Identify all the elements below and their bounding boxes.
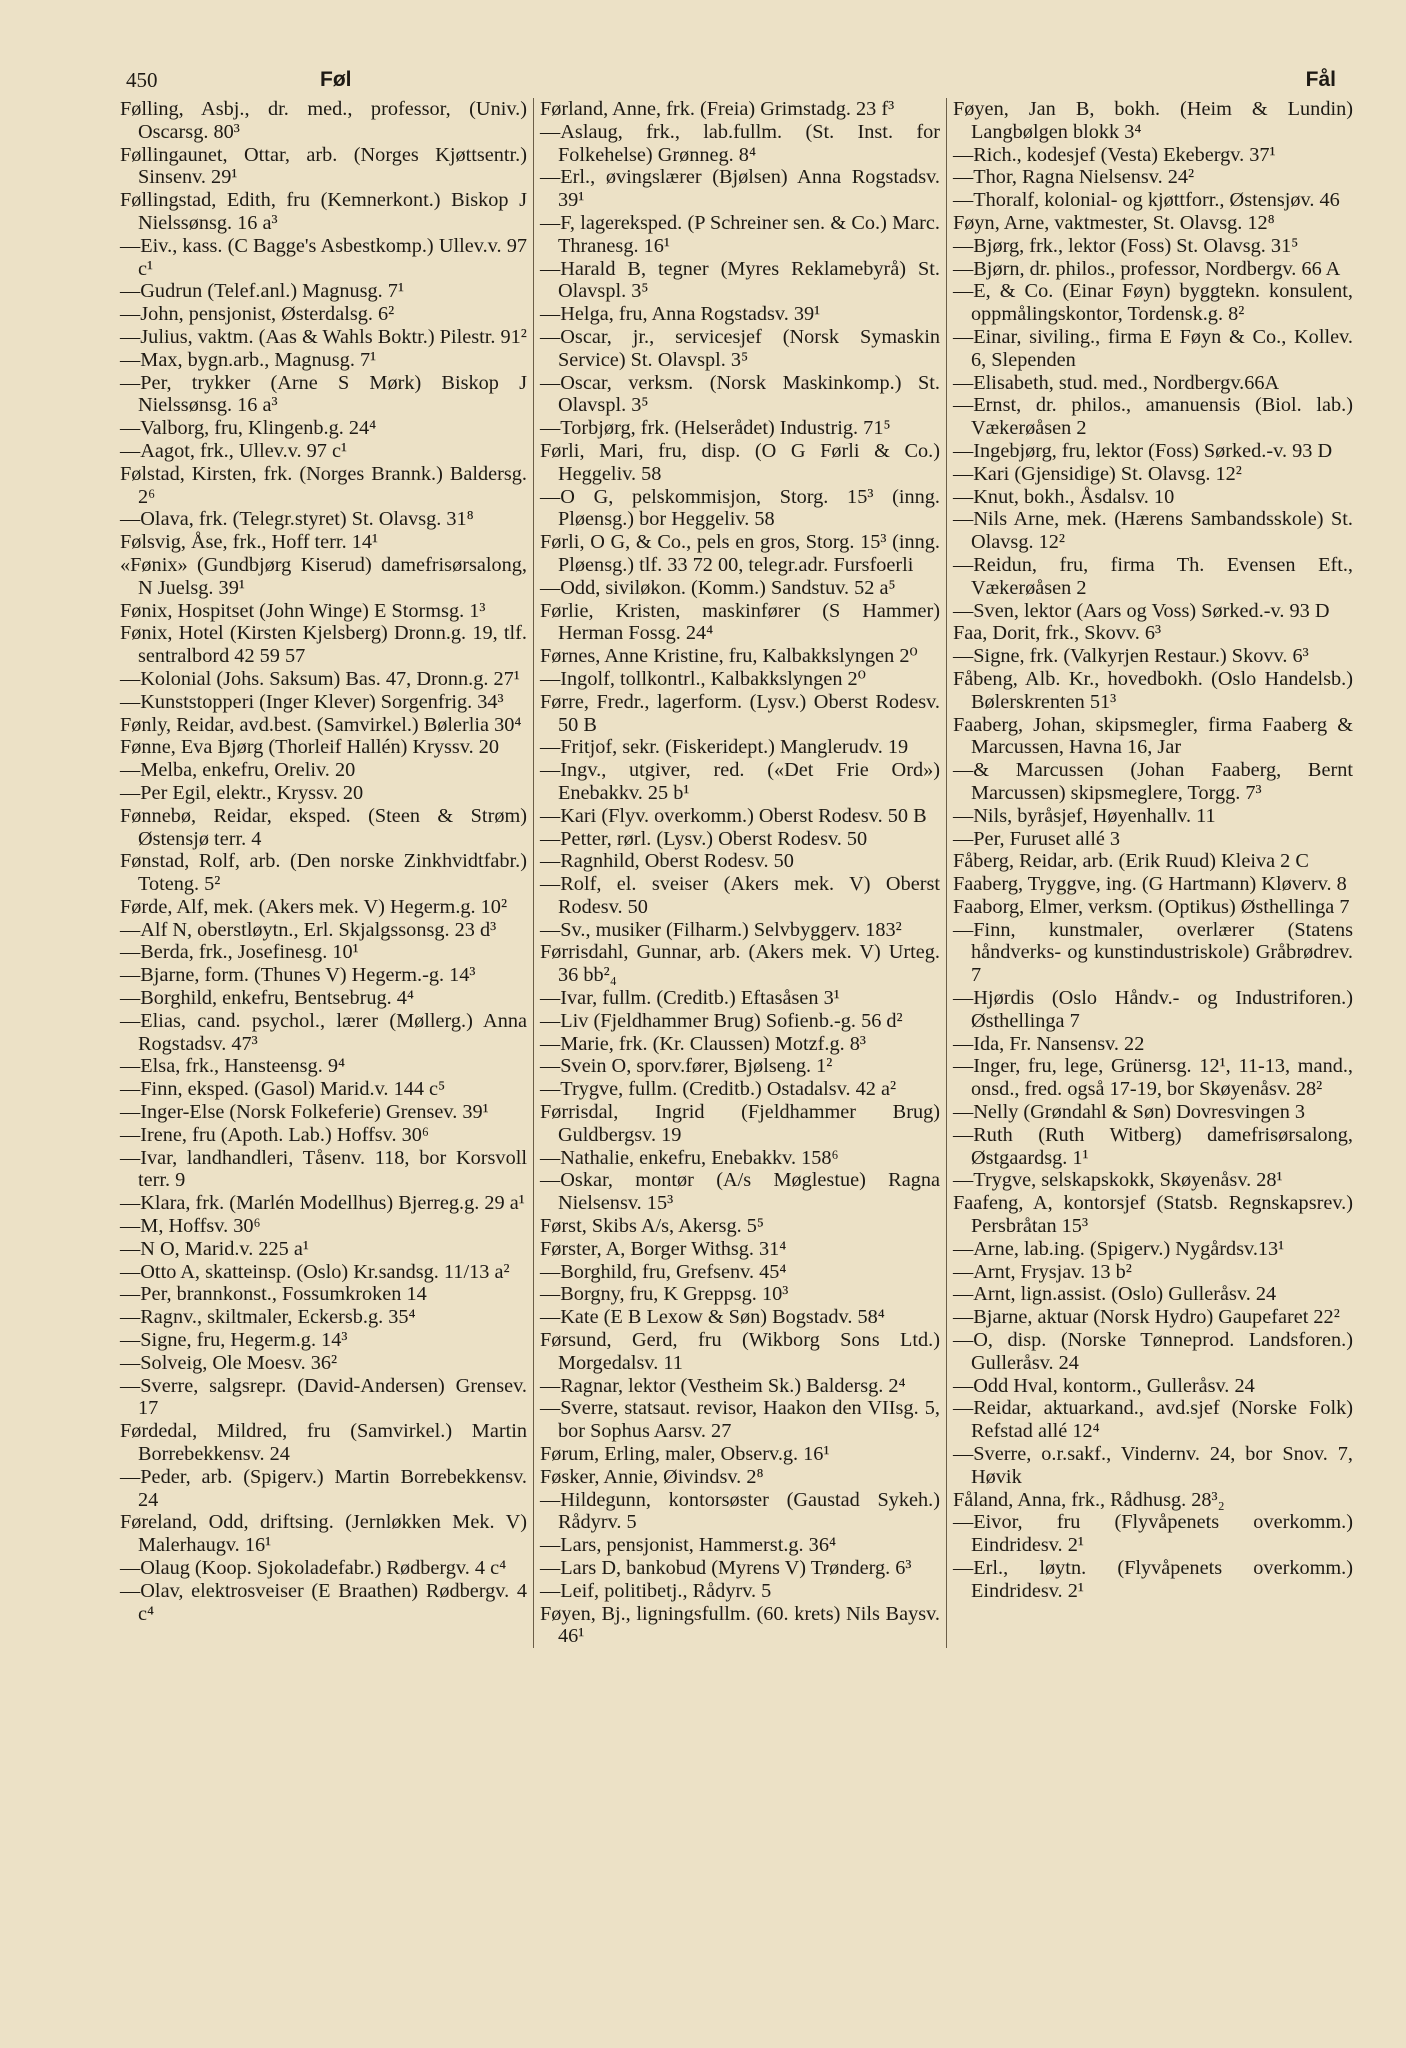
directory-entry: Fønly, Reidar, avd.best. (Samvirkel.) Bølerlia 30⁴ [120, 713, 522, 736]
directory-entry: Føllingaunet, Ottar, arb. (Norges Kjøttsentr.) Sinsenv. 29¹ [120, 143, 527, 189]
directory-entry: Fønne, Eva Bjørg (Thorleif Hallén) Kryssv. 20 [120, 736, 500, 759]
directory-entry: Førdedal, Mildred, fru (Samvirkel.) Martin Borrebekkensv. 24 [120, 1420, 527, 1466]
directory-entry: —Elisabeth, stud. med., Nordbergv.66A [953, 371, 1280, 394]
directory-entry: Fåberg, Reidar, arb. (Erik Ruud) Kleiva 2 C [953, 850, 1309, 873]
directory-entry: «Fønix» (Gundbjørg Kiserud) damefrisørsalong, N Juelsg. 39¹ [120, 553, 527, 599]
directory-entry: —Ingolf, tollkontrl., Kalbakkslyngen 2⁰ [540, 667, 866, 690]
directory-entry: —Eivor, fru (Flyvåpenets overkomm.) Eindridesv. 2¹ [953, 1511, 1353, 1557]
directory-entry: —M, Hoffsv. 30⁶ [120, 1215, 261, 1238]
directory-entry: —Ingebjørg, fru, lektor (Foss) Sørked.-v. 93 D [953, 439, 1333, 462]
directory-entry: —Rich., kodesjef (Vesta) Ekebergv. 37¹ [953, 143, 1276, 166]
directory-entry: —Thoralf, kolonial- og kjøttforr., Østensjøv. 46 [953, 189, 1340, 212]
directory-entry: —Erl., løytn. (Flyvåpenets overkomm.) Eindridesv. 2¹ [953, 1557, 1353, 1602]
directory-entry: —Hildegunn, kontorsøster (Gaustad Sykeh.) Rådyrv. 5 [540, 1488, 940, 1534]
directory-entry: Følsvig, Åse, frk., Hoff terr. 14¹ [120, 531, 379, 554]
directory-entry: —Kunststopperi (Inger Klever) Sorgenfrig. 34³ [120, 690, 504, 713]
directory-entry: —Per Egil, elektr., Kryssv. 20 [120, 781, 364, 804]
directory-entry: —Nils, byråsjef, Høyenhallv. 11 [953, 804, 1216, 827]
directory-entry: —Bjarne, form. (Thunes V) Hegerm.-g. 14³ [120, 964, 476, 987]
directory-entry: —Rolf, el. sveiser (Akers mek. V) Oberst Rodesv. 50 [540, 873, 940, 918]
directory-entry: Fønix, Hospitset (John Winge) E Stormsg. 1³ [120, 599, 486, 622]
directory-entry: Følling, Asbj., dr. med., professor, (Univ.) Oscarsg. 80³ [120, 98, 527, 143]
directory-entry: —Finn, eksped. (Gasol) Marid.v. 144 c⁵ [120, 1078, 446, 1101]
directory-entry: —Einar, siviling., firma E Føyn & Co., Kollev. 6, Slependen [953, 325, 1353, 371]
column-3 [946, 98, 1359, 1648]
directory-entry: —Kate (E B Lexow & Søn) Bogstadv. 58⁴ [540, 1306, 885, 1329]
directory-entry: Faaberg, Tryggve, ing. (G Hartmann) Kløverv. 8 [953, 873, 1347, 896]
directory-entry: —Oskar, montør (A/s Møglestue) Ragna Nielsensv. 15³ [540, 1169, 940, 1215]
directory-entry: —Melba, enkefru, Oreliv. 20 [120, 759, 356, 782]
right-running-head: Fål [1305, 68, 1336, 91]
directory-entry: —Trygve, selskapskokk, Skøyenåsv. 28¹ [953, 1169, 1283, 1192]
directory-entry: Føyn, Arne, vaktmester, St. Olavsg. 12⁸ [953, 211, 1275, 234]
directory-entry: Førli, Mari, fru, disp. (O G Førli & Co.) Heggeliv. 58 [540, 439, 940, 485]
directory-entry: —Berda, frk., Josefinesg. 10¹ [120, 941, 359, 964]
directory-entry: —Nathalie, enkefru, Enebakkv. 158⁶ [540, 1146, 839, 1169]
directory-entry: —N O, Marid.v. 225 a¹ [120, 1237, 309, 1260]
directory-entry: Førum, Erling, maler, Observ.g. 16¹ [540, 1443, 830, 1466]
directory-entry: —Olav, elektrosveiser (E Braathen) Rødbergv. 4 c⁴ [120, 1579, 527, 1625]
directory-entry: —Per, Furuset allé 3 [953, 827, 1121, 850]
directory-entry: —Arne, lab.ing. (Spigerv.) Nygårdsv.13¹ [953, 1237, 1285, 1260]
directory-entry: —E, & Co. (Einar Føyn) byggtekn. konsulent, oppmålingskontor, Tordensk.g. 8² [953, 280, 1353, 326]
directory-entry: —Klara, frk. (Marlén Modellhus) Bjerreg.g. 29 a¹ [120, 1192, 525, 1215]
directory-entry: —Eiv., kass. (C Bagge's Asbestkomp.) Ullev.v. 97 c¹ [120, 234, 527, 280]
columns [120, 98, 1360, 1648]
directory-entry: Fønnebø, Reidar, eksped. (Steen & Strøm) Østensjø terr. 4 [120, 804, 527, 850]
directory-entry: —Bjørg, frk., lektor (Foss) St. Olavsg. 31⁵ [953, 234, 1299, 257]
directory-entry: —Julius, vaktm. (Aas & Wahls Boktr.) Pilestr. 91² [120, 325, 527, 348]
directory-entry: Førster, A, Borger Withsg. 31⁴ [540, 1237, 787, 1260]
directory-entry: Fåland, Anna, frk., Rådhusg. 28³₂ [953, 1488, 1225, 1511]
directory-entry: —Bjarne, aktuar (Norsk Hydro) Gaupefaret 22² [953, 1306, 1340, 1329]
directory-entry: —Per, brannkonst., Fossumkroken 14 [120, 1283, 427, 1306]
directory-entry: —Borghild, enkefru, Bentsebrug. 4⁴ [120, 987, 414, 1010]
directory-entry: —O, disp. (Norske Tønneprod. Landsforen.) Gulleråsv. 24 [953, 1329, 1353, 1374]
column-1 [120, 98, 533, 1648]
directory-entry: —Otto A, skatteinsp. (Oslo) Kr.sandsg. 11/13 a² [120, 1260, 510, 1283]
directory-entry: —Irene, fru (Apoth. Lab.) Hoffsv. 30⁶ [120, 1123, 429, 1146]
directory-entry: —Ragnhild, Oberst Rodesv. 50 [540, 850, 794, 873]
directory-entry: —Finn, kunstmaler, overlærer (Statens håndverks- og kunstindustriskole) Gråbrødrev. 7 [953, 918, 1353, 987]
directory-entry: —Borghild, fru, Grefsenv. 45⁴ [540, 1260, 787, 1283]
directory-entry: —Sverre, salgsrepr. (David-Andersen) Grensev. 17 [120, 1374, 527, 1420]
directory-entry: —Ida, Fr. Nansensv. 22 [953, 1032, 1145, 1055]
directory-entry: Føyen, Bj., ligningsfullm. (60. krets) Nils Baysv. 46¹ [540, 1602, 940, 1648]
directory-entry: —Odd Hval, kontorm., Gulleråsv. 24 [953, 1374, 1255, 1397]
directory-entry: —Sverre, statsaut. revisor, Haakon den VIIsg. 5, bor Sophus Aarsv. 27 [540, 1397, 940, 1443]
directory-entry: —Ruth (Ruth Witberg) damefrisørsalong, Østgaardsg. 1¹ [953, 1123, 1353, 1169]
directory-entry: Føreland, Odd, driftsing. (Jernløkken Mek. V) Malerhaugv. 16¹ [120, 1511, 527, 1557]
directory-entry: —Signe, fru, Hegerm.g. 14³ [120, 1329, 348, 1352]
directory-entry: —Bjørn, dr. philos., professor, Nordbergv. 66 A [953, 257, 1341, 280]
page-header [120, 62, 1360, 98]
directory-entry: —Liv (Fjeldhammer Brug) Sofienb.-g. 56 d² [540, 1009, 903, 1032]
directory-entry: —Leif, politibetj., Rådyrv. 5 [540, 1579, 772, 1602]
directory-entry: Følstad, Kirsten, frk. (Norges Brannk.) Baldersg. 2⁶ [120, 462, 527, 508]
directory-entry: Først, Skibs A/s, Akersg. 5⁵ [540, 1215, 765, 1238]
directory-entry: Faa, Dorit, frk., Skovv. 6³ [953, 622, 1162, 645]
directory-entry: —Sv., musiker (Filharm.) Selvbyggerv. 183² [540, 918, 902, 941]
directory-entry: —Helga, fru, Anna Rogstadsv. 39¹ [540, 303, 821, 326]
directory-entry: —Ragnar, lektor (Vestheim Sk.) Baldersg. 2⁴ [540, 1374, 906, 1397]
directory-entry: —Inger, fru, lege, Grünersg. 12¹, 11-13, mand., onsd., fred. også 17-19, bor Skøyenåsv. 28² [953, 1055, 1353, 1101]
directory-entry: —Sverre, o.r.sakf., Vindernv. 24, bor Snov. 7, Høvik [953, 1443, 1353, 1488]
directory-entry: Førsund, Gerd, fru (Wikborg Sons Ltd.) Morgedalsv. 11 [540, 1329, 940, 1374]
directory-entry: —Harald B, tegner (Myres Reklamebyrå) St. Olavspl. 3⁵ [540, 257, 940, 303]
directory-entry: —Max, bygn.arb., Magnusg. 7¹ [120, 348, 377, 371]
directory-entry: —Nils Arne, mek. (Hærens Sambandsskole) St. Olavsg. 12² [953, 508, 1353, 554]
directory-entry: —Fritjof, sekr. (Fiskeridept.) Manglerudv. 19 [540, 736, 909, 759]
directory-entry: —Kolonial (Johs. Saksum) Bas. 47, Dronn.g. 27¹ [120, 667, 520, 690]
directory-entry: —Ingv., utgiver, red. («Det Frie Ord») Enebakkv. 25 b¹ [540, 759, 940, 804]
directory-entry: —Ivar, landhandleri, Tåsenv. 118, bor Korsvoll terr. 9 [120, 1146, 527, 1192]
directory-entry: —Reidun, fru, firma Th. Evensen Eft., Vækerøåsen 2 [953, 553, 1353, 599]
directory-entry: —Kari (Gjensidige) St. Olavsg. 12² [953, 462, 1242, 485]
directory-entry: —Lars, pensjonist, Hammerst.g. 36⁴ [540, 1534, 837, 1557]
directory-entry: —Kari (Flyv. overkomm.) Oberst Rodesv. 50 B [540, 804, 927, 827]
directory-entry: —Signe, frk. (Valkyrjen Restaur.) Skovv. 6³ [953, 645, 1309, 668]
directory-entry: —Solveig, Ole Moesv. 36² [120, 1351, 338, 1374]
directory-entry: Førre, Fredr., lagerform. (Lysv.) Oberst Rodesv. 50 B [540, 690, 940, 736]
directory-entry: —Svein O, sporv.fører, Bjølseng. 1² [540, 1055, 833, 1078]
directory-entry: —Reidar, aktuarkand., avd.sjef (Norske Folk) Refstad allé 12⁴ [953, 1397, 1353, 1443]
directory-entry: —Torbjørg, frk. (Helserådet) Industrig. 71⁵ [540, 417, 891, 440]
directory-entry: Føsker, Annie, Øivindsv. 2⁸ [540, 1465, 764, 1488]
directory-entry: Fønstad, Rolf, arb. (Den norske Zinkhvidtfabr.) Toteng. 5² [120, 850, 527, 896]
directory-entry: —Lars D, bankobud (Myrens V) Trønderg. 6³ [540, 1557, 912, 1579]
directory-entry: —Gudrun (Telef.anl.) Magnusg. 7¹ [120, 280, 405, 303]
directory-entry: —Borgny, fru, K Greppsg. 10³ [540, 1283, 789, 1306]
directory-entry: —Alf N, oberstløytn., Erl. Skjalgssonsg. 23 d³ [120, 918, 497, 941]
directory-entry: —Elsa, frk., Hansteensg. 9⁴ [120, 1055, 346, 1078]
directory-entry: —Elias, cand. psychol., lærer (Møllerg.) Anna Rogstadsv. 47³ [120, 1009, 527, 1055]
directory-entry: —Ragnv., skiltmaler, Eckersb.g. 35⁴ [120, 1306, 416, 1329]
column-2 [533, 98, 946, 1648]
directory-entry: Førde, Alf, mek. (Akers mek. V) Hegerm.g. 10² [120, 895, 508, 918]
directory-entry: —Olava, frk. (Telegr.styret) St. Olavsg. 31⁸ [120, 508, 474, 531]
directory-entry: Førrisdahl, Gunnar, arb. (Akers mek. V) Urteg. 36 bb²₄ [540, 941, 940, 987]
directory-entry: —Thor, Ragna Nielsensv. 24² [953, 166, 1195, 189]
directory-entry: —Trygve, fullm. (Creditb.) Ostadalsv. 42 a² [540, 1078, 897, 1101]
directory-entry: —Arnt, lign.assist. (Oslo) Gulleråsv. 24 [953, 1283, 1277, 1306]
directory-entry: —Hjørdis (Oslo Håndv.- og Industriforen.) Østhellinga 7 [953, 987, 1353, 1032]
directory-entry: —Erl., øvingslærer (Bjølsen) Anna Rogstadsv. 39¹ [540, 166, 940, 212]
directory-entry: Førrisdal, Ingrid (Fjeldhammer Brug) Guldbergsv. 19 [540, 1101, 940, 1146]
directory-entry: —Olaug (Koop. Sjokoladefabr.) Rødbergv. 4 c⁴ [120, 1557, 507, 1579]
directory-entry: —Ernst, dr. philos., amanuensis (Biol. lab.) Vækerøåsen 2 [953, 394, 1353, 440]
directory-entry: —Aagot, frk., Ullev.v. 97 c¹ [120, 439, 348, 462]
directory-entry: Faaberg, Johan, skipsmegler, firma Faaberg & Marcussen, Havna 16, Jar [953, 713, 1353, 759]
directory-entry: —Marie, frk. (Kr. Claussen) Motzf.g. 8³ [540, 1032, 867, 1055]
directory-entry: Førlie, Kristen, maskinfører (S Hammer) Herman Fossg. 24⁴ [540, 599, 940, 645]
directory-entry: —Sven, lektor (Aars og Voss) Sørked.-v. 93 D [953, 599, 1330, 622]
page-number: 450 [126, 68, 158, 92]
directory-entry: —Inger-Else (Norsk Folkeferie) Grensev. 39¹ [120, 1101, 489, 1124]
directory-entry: —Valborg, fru, Klingenb.g. 24⁴ [120, 417, 377, 440]
directory-entry: —Aslaug, frk., lab.fullm. (St. Inst. for Folkehelse) Grønneg. 8⁴ [540, 120, 940, 166]
directory-entry: —Arnt, Frysjav. 13 b² [953, 1260, 1132, 1283]
directory-entry: —John, pensjonist, Østerdalsg. 6² [120, 303, 395, 326]
directory-entry: —O G, pelskommisjon, Storg. 15³ (inng. Pløensg.) bor Heggeliv. 58 [540, 485, 940, 531]
directory-entry: Fåbeng, Alb. Kr., hovedbokh. (Oslo Handelsb.) Bølerskrenten 51³ [953, 667, 1353, 713]
directory-entry: —Oscar, verksm. (Norsk Maskinkomp.) St. Olavspl. 3⁵ [540, 371, 940, 417]
left-running-head: Føl [320, 68, 352, 91]
directory-entry: —Nelly (Grøndahl & Søn) Dovresvingen 3 [953, 1101, 1306, 1124]
directory-entry: Fønix, Hotel (Kirsten Kjelsberg) Dronn.g. 19, tlf. sentralbord 42 59 57 [120, 622, 527, 668]
directory-entry: —Odd, siviløkon. (Komm.) Sandstuv. 52 a⁵ [540, 576, 896, 599]
directory-entry: Førli, O G, & Co., pels en gros, Storg. 15³ (inng. Pløensg.) tlf. 33 72 00, telegr.adr. Fursfoerli [540, 531, 940, 576]
directory-entry: —Peder, arb. (Spigerv.) Martin Borrebekkensv. 24 [120, 1465, 527, 1511]
directory-entry: Førnes, Anne Kristine, fru, Kalbakkslyngen 2⁰ [540, 645, 918, 668]
directory-entry: Førland, Anne, frk. (Freia) Grimstadg. 23 f³ [540, 98, 895, 120]
directory-entry: —Knut, bokh., Åsdalsv. 10 [953, 485, 1175, 508]
directory-entry: —F, lagereksped. (P Schreiner sen. & Co.) Marc. Thranesg. 16¹ [540, 211, 940, 257]
directory-entry: —& Marcussen (Johan Faaberg, Bernt Marcussen) skipsmeglere, Torgg. 7³ [953, 759, 1353, 804]
directory-entry: Faaborg, Elmer, verksm. (Optikus) Østhellinga 7 [953, 895, 1350, 918]
directory-entry: —Oscar, jr., servicesjef (Norsk Symaskin Service) St. Olavspl. 3⁵ [540, 325, 940, 371]
directory-entry: —Per, trykker (Arne S Mørk) Biskop J Nielssønsg. 16 a³ [120, 371, 527, 417]
directory-entry: —Petter, rørl. (Lysv.) Oberst Rodesv. 50 [540, 827, 868, 850]
directory-entry: Faafeng, A, kontorsjef (Statsb. Regnskapsrev.) Persbråtan 15³ [953, 1192, 1353, 1238]
directory-entry: Føllingstad, Edith, fru (Kemnerkont.) Biskop J Nielssønsg. 16 a³ [120, 189, 527, 234]
directory-entry: Føyen, Jan B, bokh. (Heim & Lundin) Langbølgen blokk 3⁴ [953, 98, 1353, 143]
directory-entry: —Ivar, fullm. (Creditb.) Eftasåsen 3¹ [540, 987, 840, 1010]
